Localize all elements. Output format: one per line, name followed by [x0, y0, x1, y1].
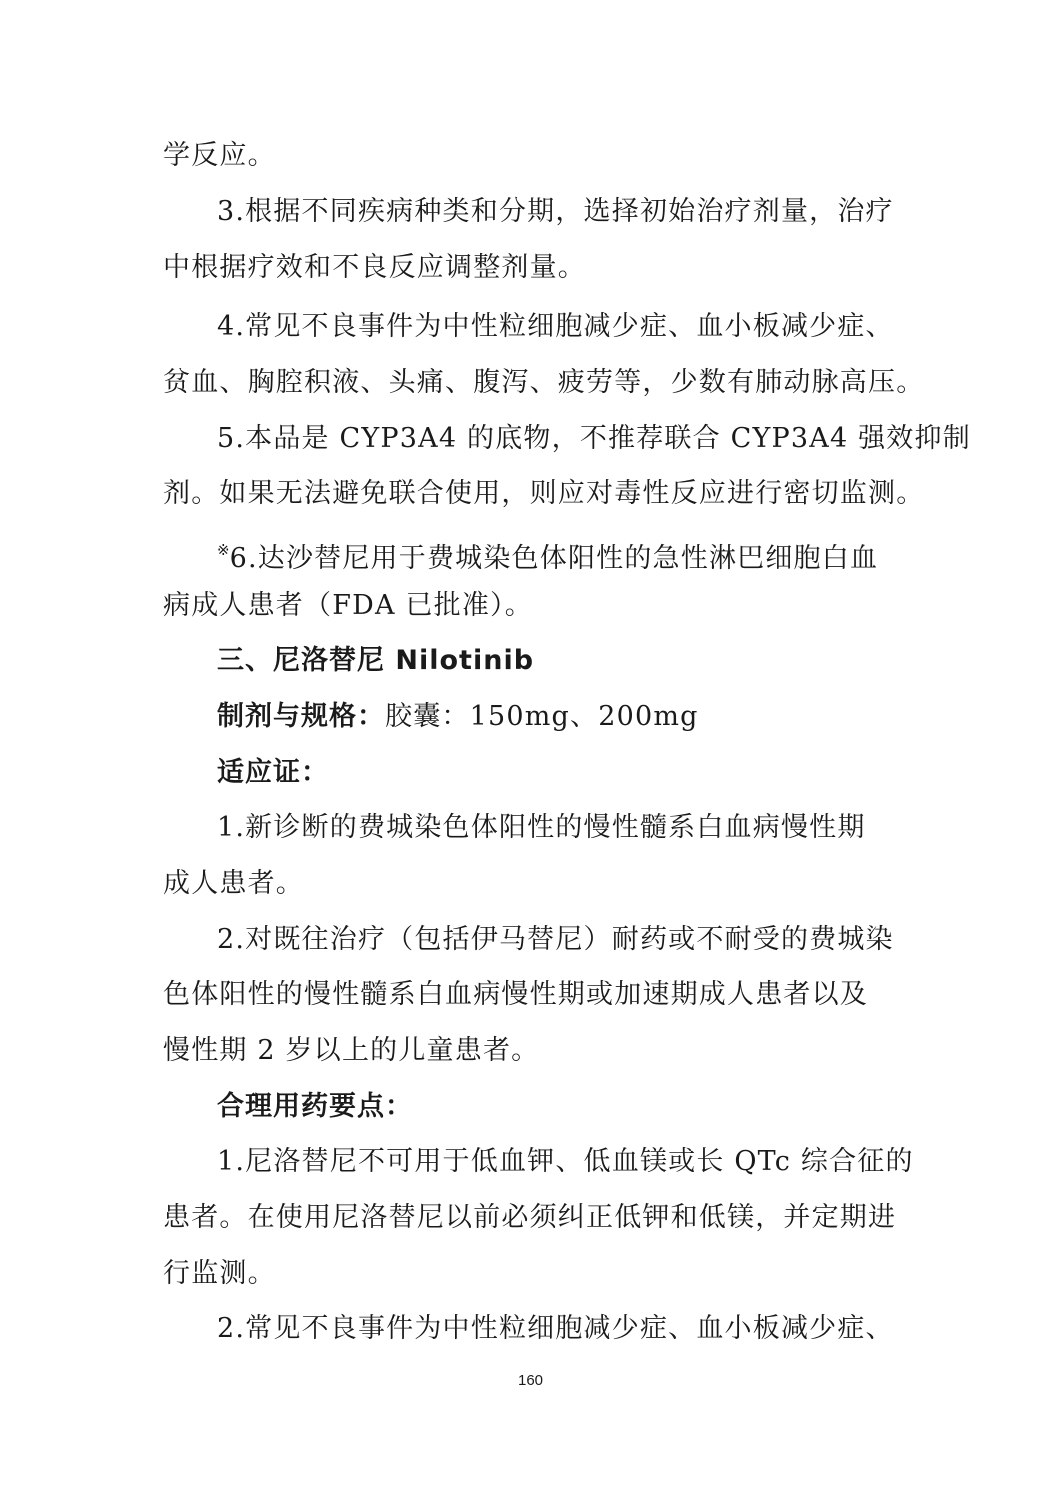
paragraph-text: 6.达沙替尼用于费城染色体阳性的急性淋巴细胞白血	[229, 543, 879, 574]
formulation-line	[217, 697, 1061, 737]
formulation-value: 胶囊：150mg、200mg	[385, 701, 699, 732]
reference-mark: ※	[217, 541, 230, 559]
paragraph-line: 3.根据不同疾病种类和分期，选择初始治疗剂量，治疗	[217, 196, 894, 227]
paragraph-line: 病成人患者（FDA 已批准）。	[163, 590, 533, 621]
page-number: 160	[517, 1372, 544, 1389]
paragraph-line: 患者。在使用尼洛替尼以前必须纠正低钾和低镁，并定期进	[163, 1202, 897, 1233]
paragraph-line: 剂。如果无法避免联合使用，则应对毒性反应进行密切监测。	[163, 478, 925, 509]
formulation-label: 制剂与规格：	[217, 701, 385, 732]
paragraph-line: 2.常见不良事件为中性粒细胞减少症、血小板减少症、	[217, 1313, 894, 1344]
paragraph-line: 成人患者。	[163, 868, 304, 899]
paragraph-line: 1.新诊断的费城染色体阳性的慢性髓系白血病慢性期	[217, 812, 866, 843]
paragraph-line: 慢性期 2 岁以上的儿童患者。	[163, 1035, 540, 1066]
indications-heading: 适应证：	[217, 757, 329, 788]
paragraph-line: 2.对既往治疗（包括伊马替尼）耐药或不耐受的费城染	[217, 924, 894, 955]
paragraph-line: 中根据疗效和不良反应调整剂量。	[163, 252, 586, 283]
paragraph-line: 色体阳性的慢性髓系白血病慢性期或加速期成人患者以及	[163, 979, 868, 1010]
paragraph-line	[217, 530, 1061, 579]
paragraph-line: 1.尼洛替尼不可用于低血钾、低血镁或长 QTc 综合征的	[217, 1146, 914, 1177]
paragraph-line: 5.本品是 CYP3A4 的底物，不推荐联合 CYP3A4 强效抑制	[217, 423, 971, 454]
paragraph-line: 学反应。	[163, 140, 276, 171]
key-points-heading: 合理用药要点：	[217, 1091, 413, 1122]
paragraph-line: 行监测。	[163, 1258, 276, 1289]
paragraph-line: 贫血、胸腔积液、头痛、腹泻、疲劳等，少数有肺动脉高压。	[163, 367, 925, 398]
section-title: 三、尼洛替尼 Nilotinib	[217, 645, 535, 676]
paragraph-line: 4.常见不良事件为中性粒细胞减少症、血小板减少症、	[217, 311, 894, 342]
